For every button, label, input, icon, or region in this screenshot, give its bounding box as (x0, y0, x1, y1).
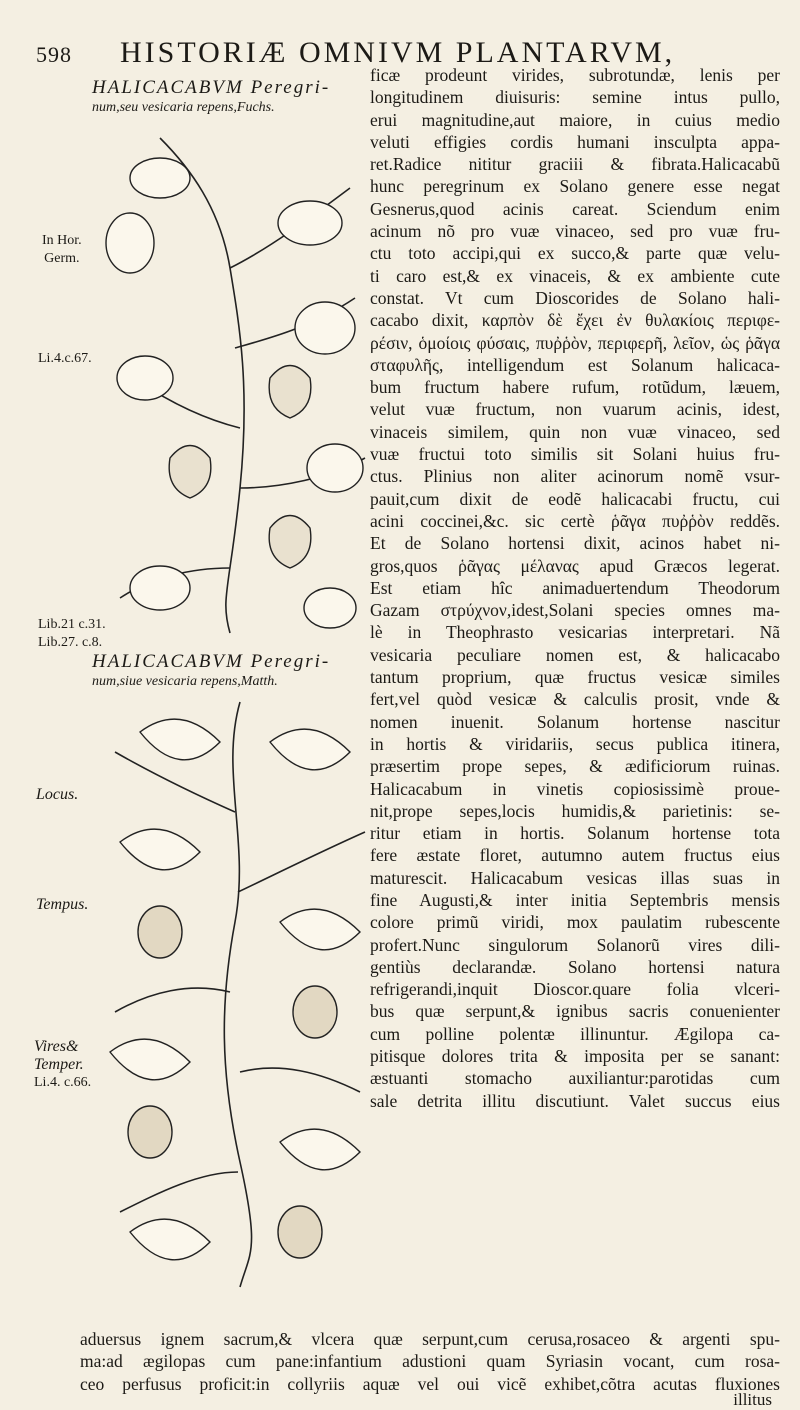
main-text-line: Et de Solano hortensi dixit, acinos habet ni- (370, 533, 780, 554)
main-text-line: vuæ fructui toto similis sit Solani huius fru- (370, 444, 780, 465)
margin-note-locus: Locus. (36, 786, 79, 803)
caption-1-title: HALICACABVM Peregri- (92, 77, 331, 98)
main-text-column (370, 64, 780, 1112)
main-text-line: sale detrita illitu discutiunt. Valet succus eius (370, 1090, 780, 1111)
bottom-text-block (80, 1328, 780, 1395)
margin-note-lib1: Li.4.c.67. (38, 351, 92, 366)
main-text-line: velut vuæ fructum, non vuarum acinis, idest, (370, 399, 780, 420)
margin-note-vires (34, 1038, 91, 1092)
bottom-text-line: ceo perfusus proficit:in collyriis aquæ vel oui vicẽ exhibet,cõtra acutas fluxiones (80, 1373, 780, 1394)
main-text-line: ctu toto accipi,qui ex succo,& parte quæ velu- (370, 243, 780, 264)
main-text-line: constat. Vt cum Dioscorides de Solano hali- (370, 287, 780, 308)
main-text-line: Halicacabum in vinetis copiosissimè proue- (370, 778, 780, 799)
main-text-line: æstuanti stomacho auxiliantur:parotidas cum (370, 1068, 780, 1089)
main-text-line: Gesnerus,quod acinis careat. Sciendum enim (370, 198, 780, 219)
margin-note-vires-line1: Vires& (34, 1038, 79, 1055)
main-text-line: pitisque dolores trita & imposita per se sanant: (370, 1046, 780, 1067)
main-text-line: gros,quos ῥᾶγας μέλανας apud Græcos legerat. (370, 555, 780, 576)
main-text-line: cum polline polentæ illinuntur. Ægilopa ca- (370, 1023, 780, 1044)
main-text-line: gentiùs declarandæ. Solano hortensi natura (370, 956, 780, 977)
plant-illustration-fuchs (100, 128, 380, 638)
margin-note-vires-line3: Li.4. c.66. (34, 1075, 92, 1090)
main-text-line: fine Augusti,& inter initia Septembris mensis (370, 889, 780, 910)
bottom-text-line: aduersus ignem sacrum,& vlcera quæ serpunt,cum cerusa,rosaceo & argenti spu- (80, 1329, 780, 1349)
main-text-line: nit,prope sepes,locis humidis,& parietinis: se- (370, 800, 780, 821)
main-text-line: profert.Nunc singulorum Solanorũ vires dili- (370, 934, 780, 955)
main-text-line: hunc peregrinum ex Solano genere esse negat (370, 176, 780, 197)
main-text-line: tantum proprium, quæ fructus vesicæ similes (370, 667, 780, 688)
caption-1-subtitle: num,seu vesicaria repens,Fuchs. (92, 100, 275, 115)
main-text-line: cacabo dixit, καρπὸν δὲ ἔχει ἐν θυλακίοις περιφε- (370, 310, 780, 331)
main-text-line: ti caro est,& ex vinaceis, & ex ambiente cute (370, 265, 780, 286)
main-text-line: erui magnitudine,aut maiore, in cuius medio (370, 109, 780, 130)
figure-caption-2 (92, 652, 330, 692)
main-text-line: bum fructum habere rufum, rotũdum, læuem, (370, 377, 780, 398)
plant-illustration-matthiolus (100, 692, 375, 1292)
main-text-line: veluti effigies cordis humani insculpta appa- (370, 131, 780, 152)
main-text-line: ret.Radice nititur graciii & fibrata.Halicacabũ (370, 154, 780, 175)
page-number: 598 (36, 42, 72, 67)
main-text-line: vesicaria peculiare nomen est, & halicacabo (370, 644, 780, 665)
main-text-line: Gazam στρύχνον,idest,Solani species omnes ma- (370, 600, 780, 621)
main-text-line: σταφυλῆς, intelligendum est Solanum halicaca- (370, 354, 780, 375)
margin-note-vires-line2: Temper. (34, 1056, 84, 1073)
caption-2-title: HALICACABVM Peregri- (92, 651, 331, 672)
main-text-line: maturescit. Halicacabum vesicas illas suas in (370, 867, 780, 888)
main-text-line: colore primũ viridi, mox paulatim rubescente (370, 912, 780, 933)
bottom-text-line: ma:ad ægilopas cum pane:infantium adustioni quam Syriasin vocant, cum rosa- (80, 1351, 780, 1372)
margin-note-lib2-line2: Lib.27. c.8. (38, 635, 103, 650)
main-text-line: ritur etiam in hortis. Solanum hortense tota (370, 823, 780, 844)
margin-note-hor-line2: Germ. (44, 251, 80, 266)
main-text-line: fere æstate floret, autumno autem fructus eius (370, 845, 780, 866)
margin-note-hor-line1: In Hor. (42, 233, 82, 248)
main-text-line: acini coccinei,&c. sic certè ῥᾶγα πυῤῥὸν reddẽs. (370, 510, 780, 531)
main-text-line: pauit,cum dixit de eodẽ halicacabi fructu, cui (370, 488, 780, 509)
main-text-line: bus quæ serpunt,& ignibus sacris conuenienter (370, 1001, 780, 1022)
main-text-line: longitudinem diuisuris: semine intus pullo, (370, 87, 780, 108)
main-text-line: in hortis & viridariis, secus publica itinera, (370, 733, 780, 754)
main-text-line: fert,vel quòd vesicæ & calculis prosit, vnde & (370, 689, 780, 710)
catchword: illitus (733, 1390, 772, 1409)
main-text-line: præsertim prope sepes, & ædificiorum ruinas. (370, 756, 780, 777)
main-text-line: acinum nõ pro vuæ vinaceo, sed pro vuæ fru- (370, 221, 780, 242)
margin-note-lib2-line1: Lib.21 c.31. (38, 617, 106, 632)
main-text-line: refrigerandi,inquit Dioscor.quare folia vlceri- (370, 979, 780, 1000)
margin-note-hor (42, 232, 82, 268)
figure-caption-1 (92, 78, 330, 118)
main-text-line: ρέσιν, ὁμοίοις φύσαις, πυῤῥὸν, περιφερῆ, λεῖον, ὡς ῥᾶγα (370, 332, 780, 353)
caption-2-subtitle: num,siue vesicaria repens,Matth. (92, 674, 278, 689)
main-text-line: ctus. Plinius non aliter acinorum nomẽ vsur- (370, 466, 780, 487)
main-text-line: lè in Theophrasto vesicarias interpretari. Nã (370, 622, 780, 643)
main-text-line: Est etiam hîc animaduertendum Theodorum (370, 577, 780, 598)
running-head: HISTORIÆ OMNIVM PLANTARVM, (120, 36, 676, 69)
main-text-line: vinaceis similem, quin non vuæ vinaceo, sed (370, 421, 780, 442)
main-text-line: nomen inuenit. Solanum hortense nascitur (370, 711, 780, 732)
margin-note-tempus: Tempus. (36, 896, 89, 913)
margin-note-lib2 (38, 616, 106, 652)
main-text-line: ficæ prodeunt virides, subrotundæ, lenis per (370, 65, 780, 85)
